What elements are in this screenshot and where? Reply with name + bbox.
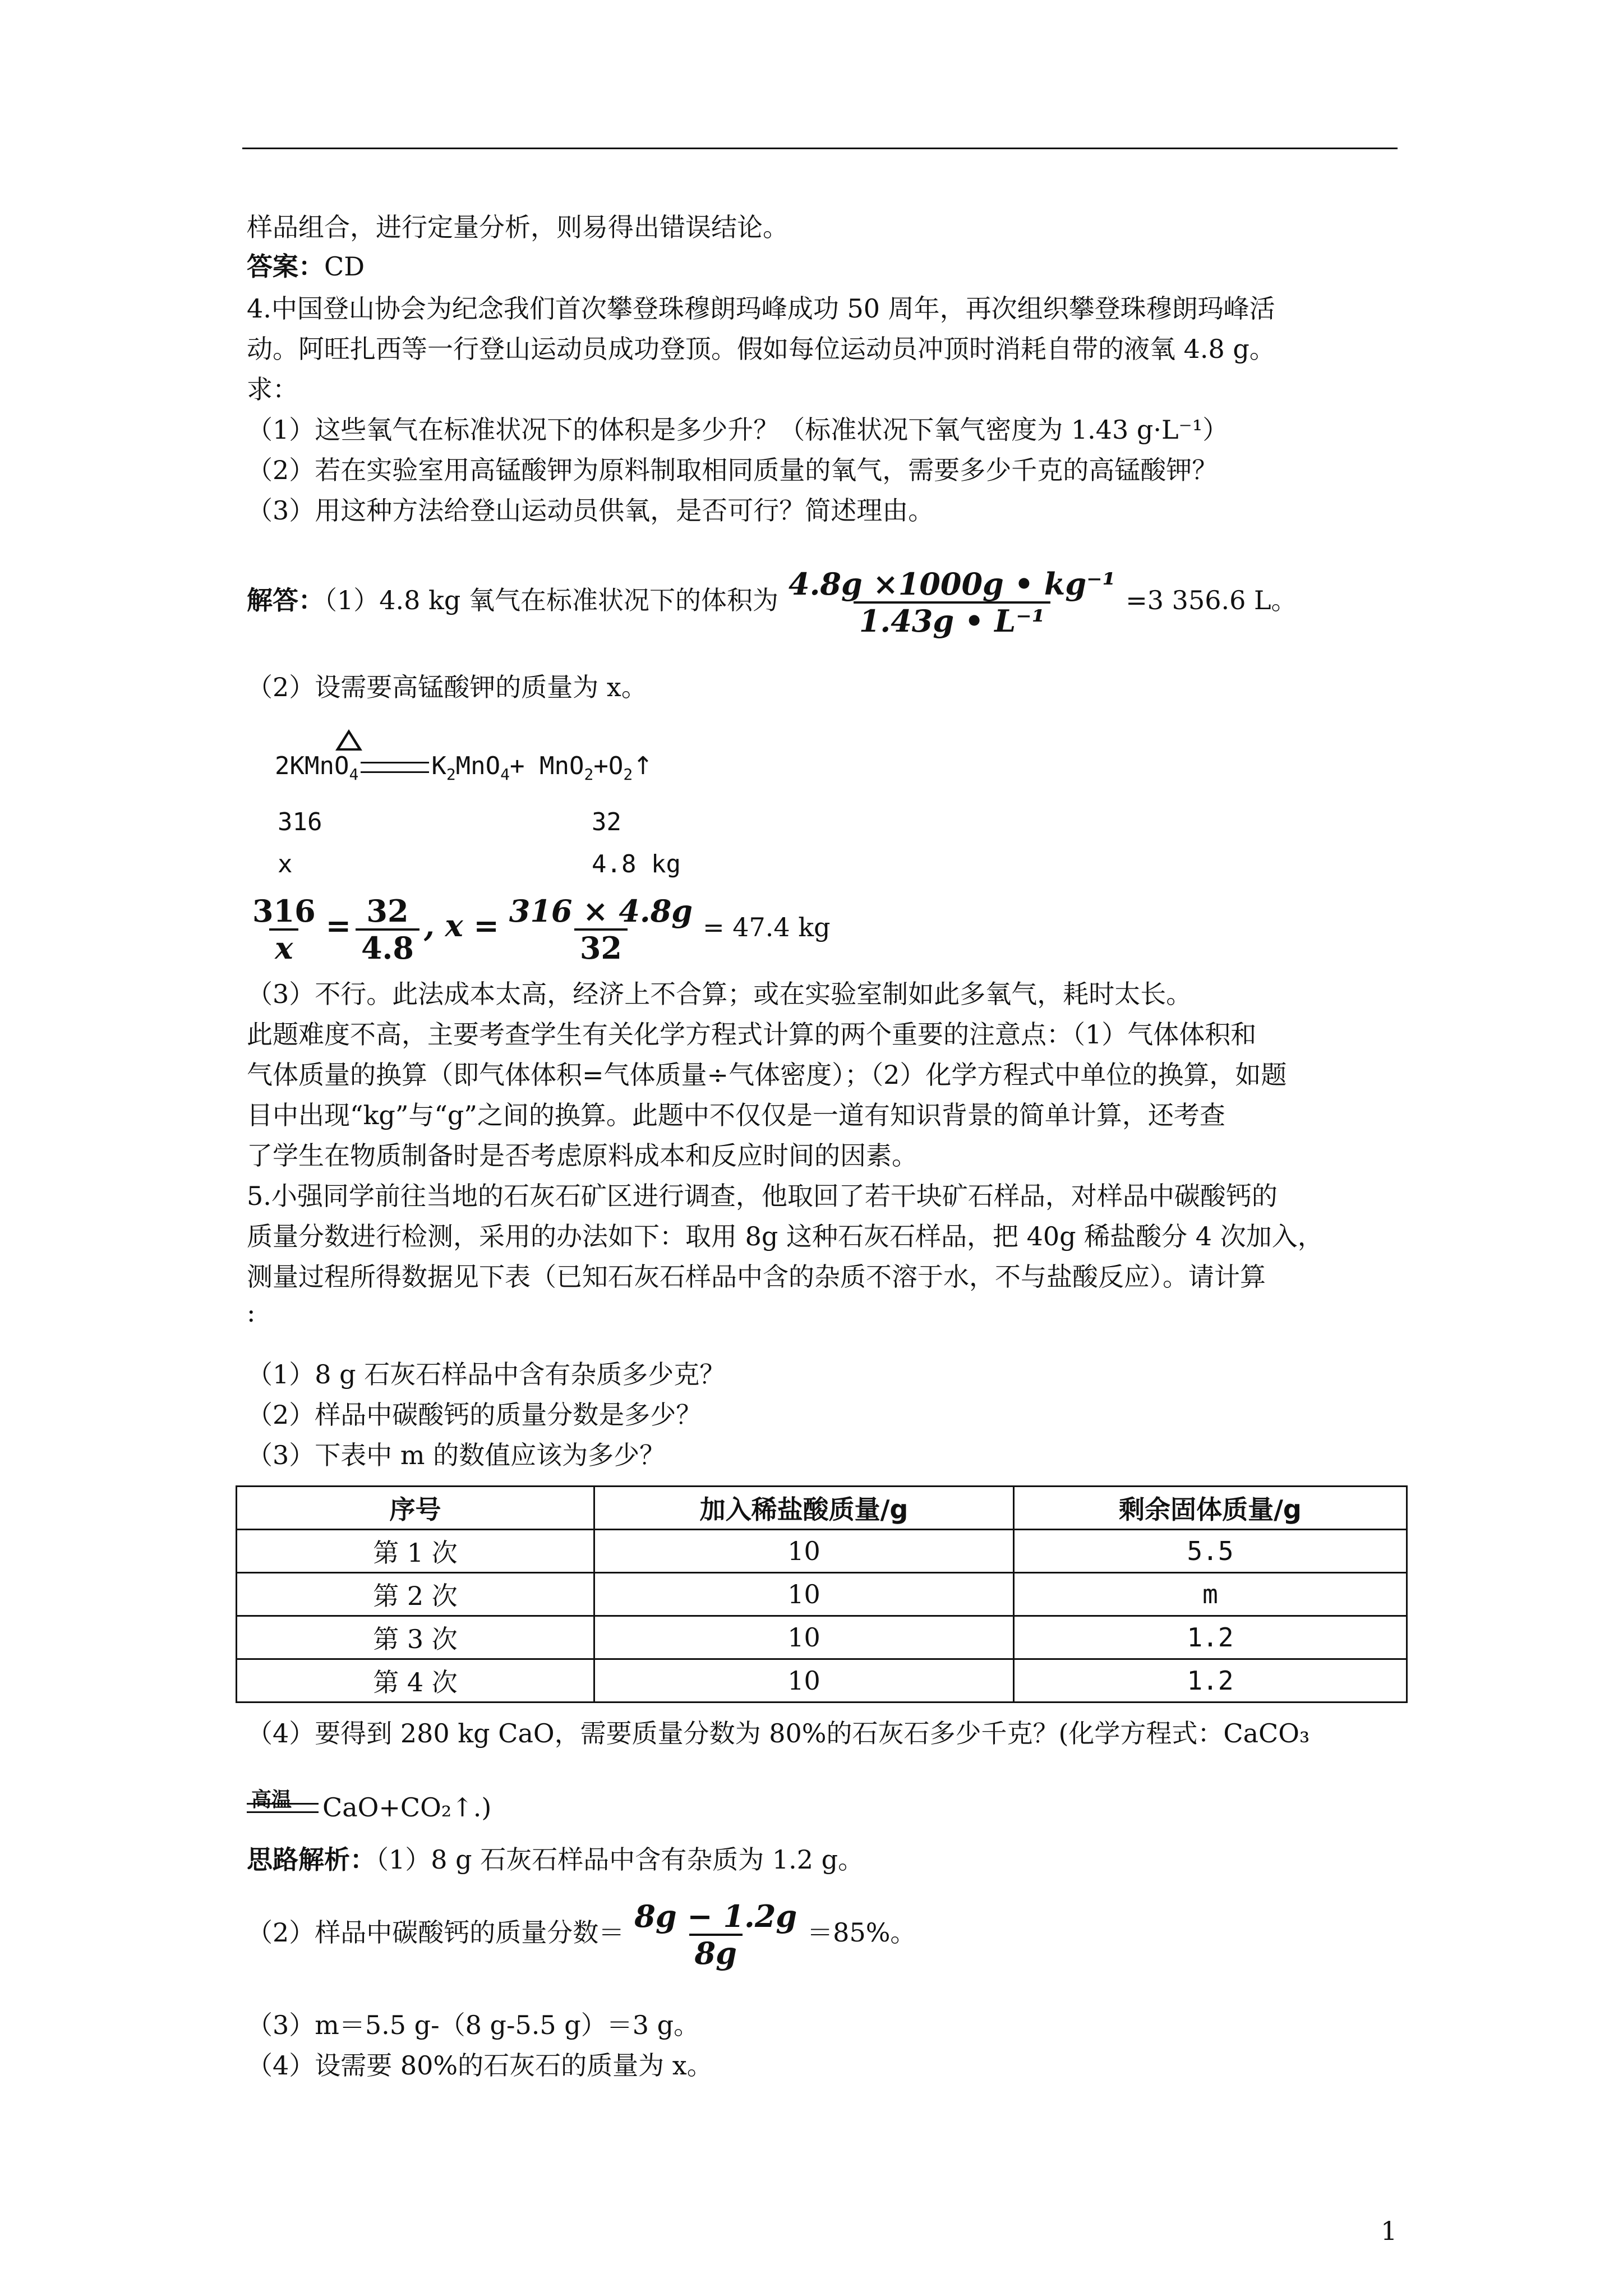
fraction-numerator: 4.8g ×1000g • kg⁻¹ xyxy=(789,566,1116,602)
question-5-line-3: 测量过程所得数据见下表（已知石灰石样品中含的杂质不溶于水，不与盐酸反应）。请计算 xyxy=(247,1262,1266,1292)
solution-label: 解答： xyxy=(247,585,324,615)
fraction-result xyxy=(504,894,698,965)
question-4-line-1: 4.中国登山协会为纪念我们首次攀登珠穆朗玛峰成功 50 周年，再次组织攀登珠穆朗玛峰活 xyxy=(247,293,1275,324)
header-rule xyxy=(242,148,1398,149)
question-4-line-2: 动。阿旺扎西等一行登山运动员成功登顶。假如每位运动员冲顶时消耗自带的液氧 4.8 g。 xyxy=(247,334,1275,364)
table-cell: 5.5 xyxy=(1014,1530,1407,1573)
fraction-denominator: 32 xyxy=(574,928,628,965)
subscript: 2 xyxy=(584,765,594,784)
column-header: 序号 xyxy=(237,1487,594,1530)
question-4-line-3: 求： xyxy=(247,374,298,404)
table-cell: m xyxy=(1014,1573,1407,1616)
analysis-line-3: 目中出现“kg”与“g”之间的换算。此题中不仅仅是一道有知识背景的简单计算，还考查 xyxy=(247,1100,1225,1130)
table-row xyxy=(237,1616,1407,1659)
solution-1-text: （1）4.8 kg 氧气在标准状况下的体积为 xyxy=(324,585,778,615)
fraction-numerator: 8g − 1.2g xyxy=(634,1898,797,1934)
equals-sign xyxy=(361,762,429,773)
table-row xyxy=(237,1659,1407,1703)
table-cell: 10 xyxy=(594,1573,1014,1616)
product-2: + MnO xyxy=(510,752,584,780)
fraction-denominator: 8g xyxy=(689,1934,743,1971)
product-1: K xyxy=(431,752,446,780)
ratio-32: 32 xyxy=(592,808,621,836)
table-cell: 1.2 xyxy=(1014,1616,1407,1659)
table-cell: 10 xyxy=(594,1530,1014,1573)
question-5-line-4: : xyxy=(247,1297,256,1328)
table-header-row xyxy=(237,1487,1407,1530)
thinking-1-text: （1）8 g 石灰石样品中含有杂质为 1.2 g。 xyxy=(376,1844,864,1875)
question-5-sub-1: （1）8 g 石灰石样品中含有杂质多少克？ xyxy=(247,1359,726,1389)
subscript: 4 xyxy=(500,765,510,784)
reaction-equation xyxy=(275,752,653,784)
reactant: 2KMnO xyxy=(275,752,349,780)
fraction-316-x xyxy=(247,894,321,965)
ratio-x: x xyxy=(278,850,293,878)
solution-2-text: （2）设需要高锰酸钾的质量为 x。 xyxy=(247,672,647,702)
proportion-line: $\frac{316}{x}$ = $\frac{32}{4.8}$ , x = $\frac{316 \times 4.8g}{32}$ = 47.4 kg xyxy=(247,884,831,969)
volume-fraction xyxy=(783,567,1121,638)
mass-fraction xyxy=(629,1899,803,1971)
page-number: 1 xyxy=(1381,2216,1398,2246)
table-cell: 第 2 次 xyxy=(237,1573,594,1616)
heat-triangle-icon xyxy=(335,729,362,751)
question-4-sub-3: （3）用这种方法给登山运动员供氧，是否可行？简述理由。 xyxy=(247,495,934,526)
question-5-sub-4: （4）要得到 280 kg CaO，需要质量分数为 80%的石灰石多少千克？(化学方程式：CaCO₃ xyxy=(247,1718,1310,1749)
reaction-condition: 高温 xyxy=(251,1788,292,1811)
table-cell: 10 xyxy=(594,1616,1014,1659)
thinking-line-1 xyxy=(247,1843,864,1876)
equals-x: , x = xyxy=(423,908,499,944)
equals-sign xyxy=(247,1803,319,1813)
question-4-sub-1: （1）这些氧气在标准状况下的体积是多少升？（标准状况下氧气密度为 1.43 g·L⁻¹） xyxy=(247,415,1229,445)
fraction-numerator: 32 xyxy=(366,893,409,929)
thinking-line-3: （3）m＝5.5 g-（8 g-5.5 g）＝3 g。 xyxy=(247,2010,700,2040)
product-1-part: MnO xyxy=(455,752,501,780)
table-cell: 第 3 次 xyxy=(237,1616,594,1659)
subscript: 2 xyxy=(623,765,633,784)
table-row xyxy=(237,1530,1407,1573)
question-5-line-1: 5.小强同学前往当地的石灰石矿区进行调查，他取回了若干块矿石样品，对样品中碳酸钙的 xyxy=(247,1181,1278,1211)
thinking-line-2 xyxy=(247,1890,916,1975)
subscript: 2 xyxy=(446,765,456,784)
fraction-denominator: 4.8 xyxy=(356,928,419,965)
gas-arrow-icon: ↑ xyxy=(633,752,654,780)
fraction-denominator: x xyxy=(269,928,298,965)
table-cell: 第 1 次 xyxy=(237,1530,594,1573)
question-5-sub-3: （3）下表中 m 的数值应该为多少？ xyxy=(247,1440,666,1470)
fraction-numerator: 316 xyxy=(252,893,316,929)
table-cell: 第 4 次 xyxy=(237,1659,594,1703)
question-5-line-2: 质量分数进行检测，采用的办法如下：取用 8g 这种石灰石样品，把 40g 稀盐酸分 4 次加入， xyxy=(247,1221,1324,1251)
fraction-denominator: 1.43g • L⁻¹ xyxy=(854,601,1051,638)
data-table xyxy=(236,1485,1408,1703)
column-header: 加入稀盐酸质量/g xyxy=(594,1487,1014,1530)
thinking-line-4: （4）设需要 80%的石灰石的质量为 x。 xyxy=(247,2050,713,2081)
analysis-line-4: 了学生在物质制备时是否考虑原料成本和反应时间的因素。 xyxy=(247,1140,917,1171)
product-3: +O xyxy=(593,752,624,780)
answer-label: 答案： xyxy=(247,251,324,282)
ratio-48kg: 4.8 kg xyxy=(592,850,681,878)
table-cell: 1.2 xyxy=(1014,1659,1407,1703)
table-cell: 10 xyxy=(594,1659,1014,1703)
answer-line xyxy=(247,250,365,283)
thinking-2-text: （2）样品中碳酸钙的质量分数＝ xyxy=(247,1917,625,1948)
question-4-sub-2: （2）若在实验室用高锰酸钾为原料制取相同质量的氧气，需要多少千克的高锰酸钾？ xyxy=(247,455,1218,485)
thinking-label: 思路解析： xyxy=(247,1844,376,1875)
table-row xyxy=(237,1573,1407,1616)
fraction-numerator: 316 × 4.8g xyxy=(509,893,693,929)
ratio-316: 316 xyxy=(278,808,322,836)
fraction-32-48 xyxy=(356,894,419,965)
reactant-subscript: 4 xyxy=(349,765,359,784)
column-header: 剩余固体质量/g xyxy=(1014,1487,1407,1530)
question-5-sub-2: （2）样品中碳酸钙的质量分数是多少？ xyxy=(247,1400,702,1430)
proportion-result: = 47.4 kg xyxy=(703,912,831,942)
solution-3-text: （3）不行。此法成本太高，经济上不合算；或在实验室制如此多氧气，耗时太长。 xyxy=(247,979,1192,1009)
text-line: 样品组合，进行定量分析，则易得出错误结论。 xyxy=(247,212,789,242)
thinking-2-result: ＝85%。 xyxy=(807,1917,916,1948)
reaction-products: CaO+CO₂↑.) xyxy=(322,1792,492,1823)
answer-value: CD xyxy=(324,251,365,282)
analysis-line-1: 此题难度不高，主要考查学生有关化学方程式计算的两个重要的注意点：（1）气体体积和 xyxy=(247,1019,1257,1050)
analysis-line-2: 气体质量的换算（即气体体积=气体质量÷气体密度）；（2）化学方程式中单位的换算，如题 xyxy=(247,1060,1287,1090)
solution-1-result: =3 356.6 L。 xyxy=(1126,585,1297,615)
solution-line-1 xyxy=(247,561,1297,639)
